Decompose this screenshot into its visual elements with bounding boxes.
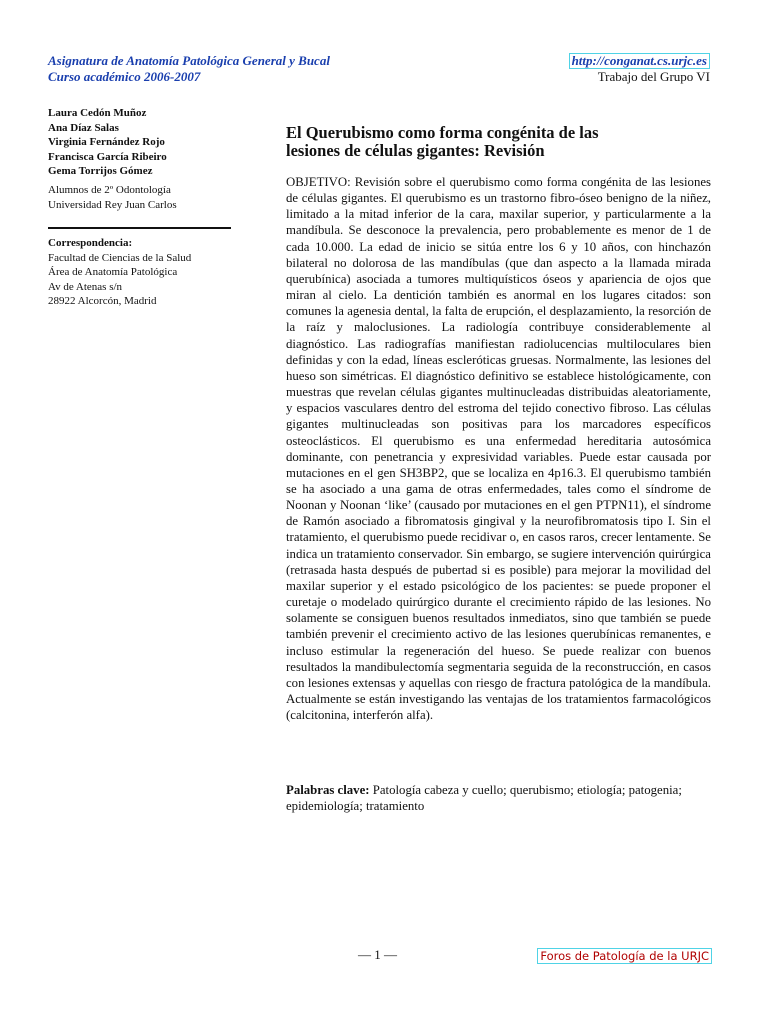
address-line: 28922 Alcorcón, Madrid xyxy=(48,295,157,307)
affiliation-line: Alumnos de 2º Odontología xyxy=(48,184,171,196)
title-line: El Querubismo como forma congénita de las xyxy=(286,123,599,142)
correspondence xyxy=(48,236,191,309)
author: Virginia Fernández Rojo xyxy=(48,136,165,148)
affiliation xyxy=(48,183,177,212)
divider xyxy=(48,227,231,229)
course-name: Asignatura de Anatomía Patológica General y Bucal xyxy=(48,53,330,68)
author: Francisca García Ribeiro xyxy=(48,150,167,163)
keywords xyxy=(286,782,718,814)
paper-title xyxy=(286,124,716,160)
abstract-text: OBJETIVO: Revisión sobre el querubismo como forma congénita de las lesiones de células gigantes. El querubismo es un trastorno fibro-óseo benigno de la niñez, limitado a la mitad inferior de la cara, maxilar superior, y particularmente a la mandíbula. Se desconoce la prevalencia, pero probablemente es menor de 1 de cada 10.000. La edad de inicio se sitúa entre los 6 y 10 años, con hinchazón bilateral no dolorosa de las mandíbulas (que dan aspecto a la llamada mirada querubínica) asociada a tumores multiquísticos óseos y apariencia de ojos que miran al cielo. La dentición también es anormal en los lugares citados: son comunes la agenesia dental, la falta de erupción, el desplazamiento, la resorción de la raíz y maloclusiones. La radiología contribuye considerablemente al diagnóstico. Las radiografías manifiestan radiolucencias multiloculares bien definidas y con la edad, líneas escleróticas gruesas. Normalmente, las lesiones del hueso son simétricas. El diagnóstico definitivo se establece histológicamente, con muestras que revelan células gigantes multinucleadas distribuidas aleatoriamente, y espacios vasculares dentro del estroma del tejido conectivo fibroso. Las células gigantes multinucleadas son positivas para los marcadores específicos osteoclásticos. El querubismo es una enfermedad hereditaria autosómica dominante, con penetrancia y expresividad variables. Puede estar causada por mutaciones en el gen SH3BP2, que se localiza en 4p16.3. El querubismo también se ha asociado a una gama de otras enfermedades, tales como el síndrome de Noonan y Noonan ‘like’ (causado por mutaciones en el gen PTPN11), el síndrome de Ramón asociado a fibromatosis gingival y la neurofibromatosis tipo I. Sin el tratamiento, el querubismo puede recidivar o, en casos raros, crecer lentamente. Se indica un tratamiento conservador. Sin embargo, se sugiere intervención quirúrgica (retrasada hasta después de pubertad si es posible) para mejorar la movilidad del maxilar superior y el estado psicológico de los pacientes: se puede proponer el curetaje o modelado quirúrgico durante el crecimiento rápido de las lesiones. No solamente se consiguen buenos resultados inmediatos, sino que también se puede también prevenir el crecimiento activo de las lesiones querubínicas remanentes, e incluso estimular la regeneración del hueso. Se puede realizar con buenos resultados la mandibulectomía segmentaria seguida de la reconstrucción, en casos con lesiones extensas y aquellas con riesgo de fractura patológica de la mandíbula. Actualmente se están investigando las ventajas de los tratamientos farmacológicos (calcitonina, interferón alfa). xyxy=(286,175,711,723)
author-list xyxy=(48,106,167,179)
keywords-label: Palabras clave: xyxy=(286,783,370,797)
correspondence-heading: Correspondencia: xyxy=(48,237,133,249)
site-link[interactable]: http://conganat.cs.urjc.es xyxy=(569,53,710,69)
header-right xyxy=(569,53,710,85)
author: Ana Díaz Salas xyxy=(48,121,119,134)
group-label: Trabajo del Grupo VI xyxy=(597,69,710,84)
author: Gema Torrijos Gómez xyxy=(48,165,153,177)
forum-link[interactable]: Foros de Patología de la URJC xyxy=(537,948,712,964)
affiliation-line: Universidad Rey Juan Carlos xyxy=(48,198,177,211)
academic-year: Curso académico 2006-2007 xyxy=(48,69,201,84)
author: Laura Cedón Muñoz xyxy=(48,107,147,119)
page-number: — 1 — xyxy=(358,947,397,962)
address-line: Facultad de Ciencias de la Salud xyxy=(48,251,192,264)
title-line: lesiones de células gigantes: Revisión xyxy=(286,141,545,160)
course-header xyxy=(48,53,330,85)
address-line: Av de Atenas s/n xyxy=(48,280,123,293)
address-line: Área de Anatomía Patológica xyxy=(48,266,178,278)
keywords-text: Patología cabeza y cuello; querubismo; etiología; patogenia; epidemiología; tratamiento xyxy=(286,783,682,814)
